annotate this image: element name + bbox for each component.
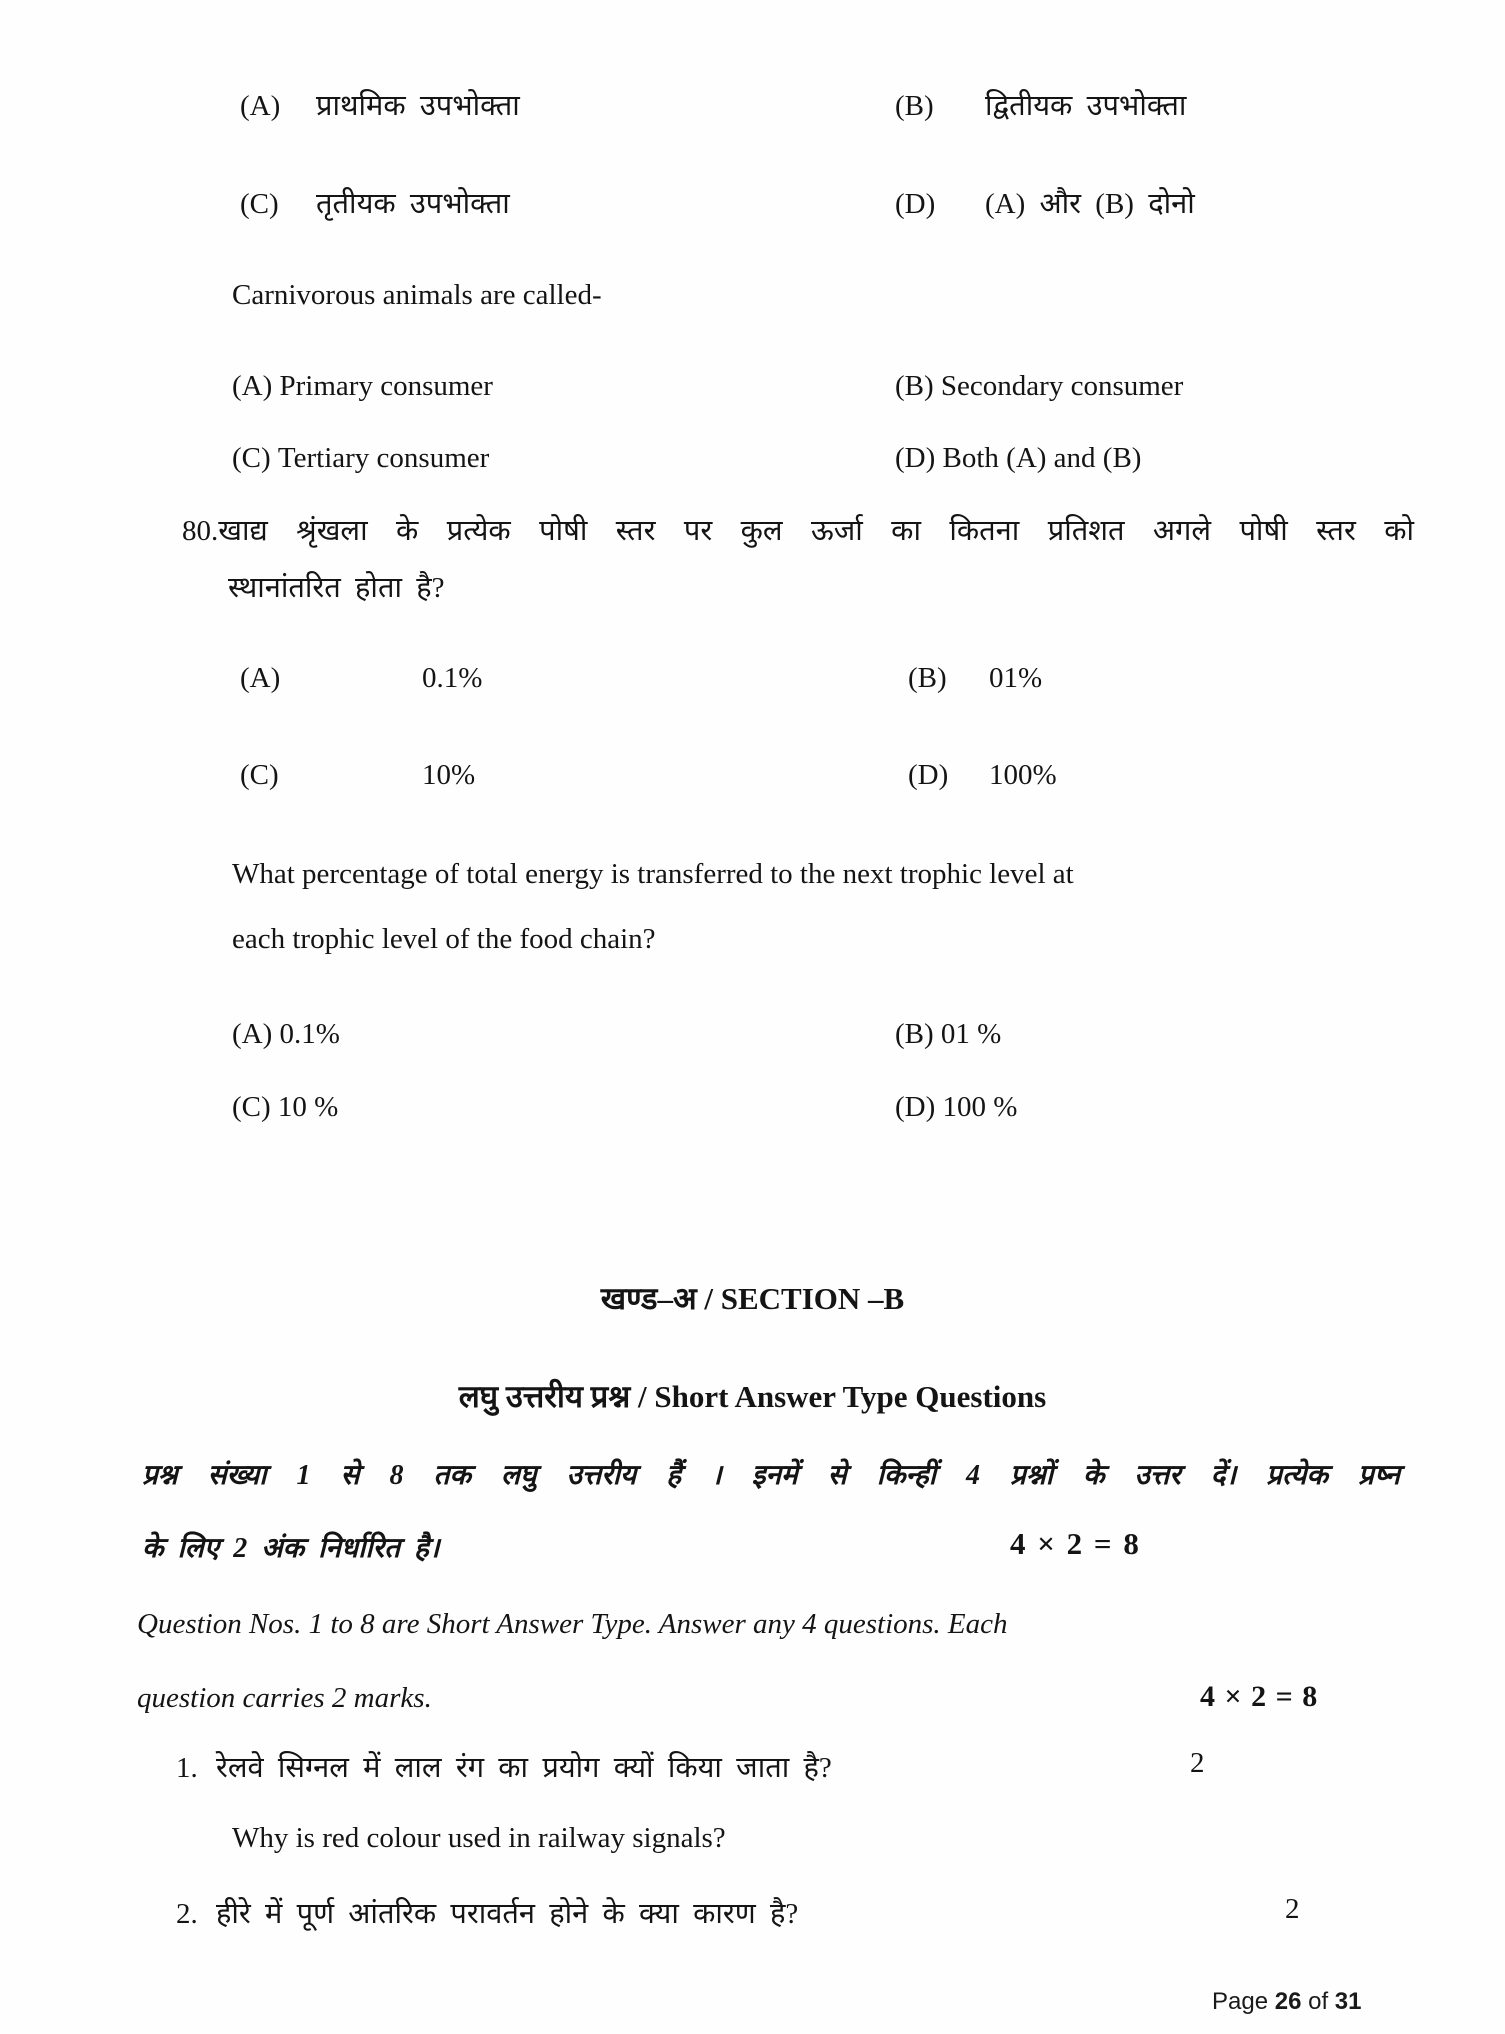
option-label: (A) — [232, 370, 273, 402]
option-text: (A) और (B) दोनो — [985, 188, 1195, 220]
option-c-value: 10% — [422, 759, 476, 791]
option-a-label: (A) — [240, 662, 281, 694]
option-b-en-pct — [895, 1018, 1001, 1051]
option-label: (B) — [895, 90, 934, 122]
option-d-label: (D) — [908, 759, 949, 791]
page-footer — [1212, 1988, 1362, 2016]
option-label: (D) — [895, 442, 936, 474]
option-value: 01 % — [940, 1018, 1002, 1050]
option-a-en-pct — [232, 1018, 340, 1051]
footer-word-page: Page — [1212, 1988, 1269, 2015]
section-title: खण्ड–अ / SECTION –B — [600, 1281, 905, 1316]
footer-total-pages: 31 — [1334, 1988, 1362, 2015]
option-c-hi — [240, 183, 510, 222]
option-a-value: 0.1% — [422, 662, 483, 694]
question-number: 80. — [182, 515, 219, 547]
question-number: 2. — [176, 1898, 198, 1930]
question-80-en-line1: What percentage of total energy is transferred to the next trophic level at — [232, 858, 1074, 890]
option-label: (B) — [895, 370, 934, 402]
option-text: Both (A) and (B) — [942, 442, 1142, 474]
question-80-hi-line1 — [182, 510, 1414, 549]
option-d-en — [895, 442, 1141, 475]
instruction-en-line2: question carries 2 marks. — [137, 1682, 432, 1714]
sb-question-1-en: Why is red colour used in railway signals? — [232, 1822, 726, 1854]
option-text: प्राथमिक उपभोक्ता — [316, 90, 520, 122]
option-d-value: 100% — [989, 759, 1057, 791]
option-d-hi — [895, 183, 1195, 222]
footer-current-page: 26 — [1274, 1988, 1302, 2015]
option-text: Tertiary consumer — [277, 442, 490, 474]
option-label: (B) — [895, 1018, 934, 1050]
footer-word-of: of — [1308, 1988, 1329, 2015]
question-text-hi: खाद्य श्रृंखला के प्रत्येक पोषी स्तर पर कुल ऊर्जा का कितना प्रतिशत अगले पोषी स्तर को — [218, 515, 1414, 547]
sb-question-1-hi — [176, 1747, 832, 1786]
option-label: (C) — [232, 1091, 271, 1123]
instruction-en-line1: Question Nos. 1 to 8 are Short Answer Type. Answer any 4 questions. Each — [137, 1608, 1008, 1640]
option-label: (D) — [895, 1091, 936, 1123]
option-text: द्वितीयक उपभोक्ता — [985, 90, 1187, 122]
option-text: Secondary consumer — [940, 370, 1184, 402]
option-value: 100 % — [942, 1091, 1018, 1123]
option-text: Primary consumer — [279, 370, 493, 402]
marks-formula-en: 4 × 2 = 8 — [1200, 1680, 1319, 1713]
sb-question-2-hi — [176, 1893, 798, 1932]
option-value: 10 % — [277, 1091, 339, 1123]
question-2-marks: 2 — [1285, 1893, 1300, 1925]
question-text-en: Carnivorous animals are called- — [232, 279, 602, 311]
option-a-en — [232, 370, 493, 403]
question-80-hi-line2: स्थानांतरित होता है? — [228, 572, 445, 604]
option-text: तृतीयक उपभोक्ता — [316, 188, 510, 220]
option-b-value: 01% — [989, 662, 1043, 694]
option-label: (A) — [232, 1018, 273, 1050]
question-text-hi: हीरे में पूर्ण आंतरिक परावर्तन होने के क्या कारण है? — [216, 1898, 799, 1930]
instruction-hi-line1: प्रश्न संख्या 1 से 8 तक लघु उत्तरीय हैं । इनमें से किन्हीं 4 प्रश्नों के उत्तर दें। प्रत्येक प्रष्न — [142, 1460, 1400, 1491]
option-label: (C) — [232, 442, 271, 474]
question-text-hi: रेलवे सिग्नल में लाल रंग का प्रयोग क्यों किया जाता है? — [216, 1752, 832, 1784]
option-label: (A) — [240, 90, 281, 122]
option-b-hi — [895, 85, 1186, 124]
marks-formula-hi: 4 × 2 = 8 — [1010, 1526, 1141, 1561]
option-value: 0.1% — [279, 1018, 340, 1050]
instruction-hi-line2: के लिए 2 अंक निर्धारित है। — [142, 1533, 440, 1564]
question-1-marks: 2 — [1190, 1747, 1205, 1779]
question-80-en-line2: each trophic level of the food chain? — [232, 923, 656, 955]
option-c-label: (C) — [240, 759, 279, 791]
option-c-en-pct — [232, 1091, 338, 1124]
option-label: (D) — [895, 188, 936, 220]
question-number: 1. — [176, 1752, 198, 1784]
option-a-hi — [240, 85, 520, 124]
option-b-label: (B) — [908, 662, 947, 694]
option-b-en — [895, 370, 1183, 403]
option-c-en — [232, 442, 489, 475]
option-d-en-pct — [895, 1091, 1017, 1124]
section-subtitle: लघु उत्तरीय प्रश्न / Short Answer Type Questions — [458, 1379, 1047, 1414]
option-label: (C) — [240, 188, 279, 220]
